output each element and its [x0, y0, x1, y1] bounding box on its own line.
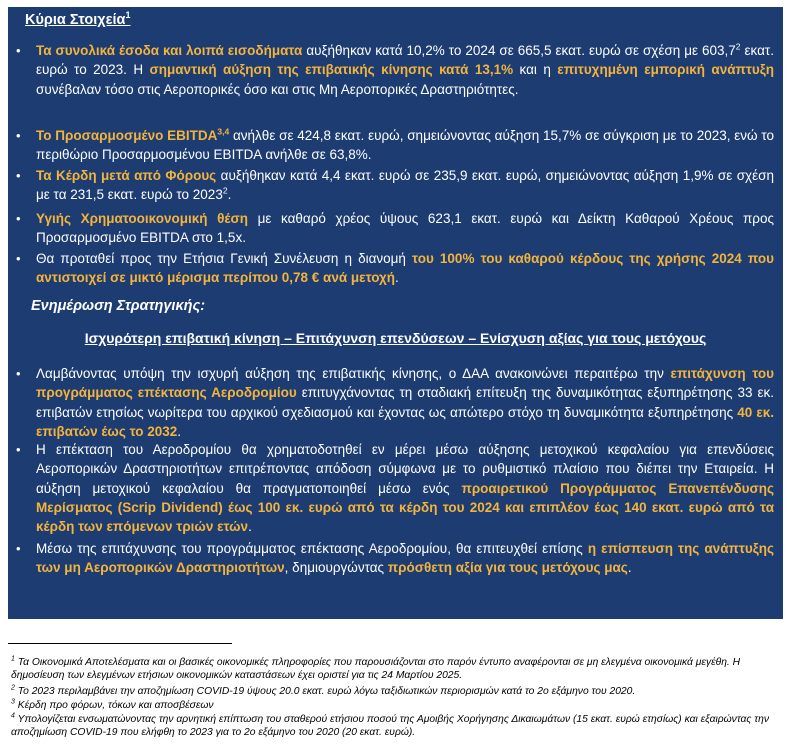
highlight-text: επιτυχημένη εμπορική ανάπτυξη [557, 62, 774, 78]
strategy-subheading: Ισχυρότερη επιβατική κίνηση – Επιτάχυνση επενδύσεων – Ενίσχυση αξίας για τους μετόχους [84, 330, 707, 346]
highlight-text: Το Προσαρμοσμένο EBITDA [36, 128, 218, 143]
body-text: Μέσω της επιτάχυνσης του προγράμματος επέκτασης Αεροδρομίου, θα επιτευχθεί επίσης [36, 541, 588, 556]
highlight-text: σημαντική αύξηση της επιβατικής κίνησης κατά 13,1% [149, 62, 514, 78]
footnote-number: 4 [11, 712, 15, 720]
footnote-1 [11, 656, 781, 683]
highlight-text: προαιρετικού Προγράμματος Επανεπένδυσης Μερίσματος (Scrip Dividend) έως 100 εκ. ευρώ από τα κέρδη του 2024 και επιπλέον έως 140 εκατ. ευρώ από τα κέρδη των επόμενων τριών ετών [36, 480, 774, 535]
footnote-4 [11, 713, 781, 740]
body-text: . [395, 270, 399, 286]
body-text: Η επέκταση του Αεροδρομίου θα χρηματοδοτηθεί εν μέρει μέσω αύξησης μετοχικού κεφαλαίου για επενδύσεις Αεροπορικών Δραστηριοτήτων επιτρέποντας απόδοση σύμφωνα με το ρυθμιστικό πλαίσιο που διέπει την Εταιρεία. Η αύξηση μετοχικού κεφαλαίου θα πραγματοποιηθεί μέσω ενός [36, 442, 774, 496]
body-text: . [177, 423, 182, 439]
highlight-text: 3,4 [217, 126, 230, 137]
body-text: . [227, 187, 232, 203]
body-text: με καθαρό χρέος ύψους 623,1 εκατ. ευρώ και Δείκτη Καθαρού Χρέους προς Προσαρμοσμένο EBITDA στο 1,5x. [36, 211, 774, 246]
body-text: Θα προταθεί προς την Ετήσια Γενική Συνέλευση η διανομή [36, 251, 413, 266]
body-text: συνέβαλαν τόσο στις Αεροπορικές όσο και στις Μη Αεροπορικές Δραστηριότητες. [36, 81, 519, 97]
bullet-glyph: • [16, 251, 21, 266]
body-text: εκατ. ευρώ το 2023. Η [36, 43, 774, 78]
highlight-text: η επίσπευση της ανάπτυξης των μη Αεροπορικών Δραστηριοτήτων [36, 541, 774, 576]
footnote-text: Υπολογίζεται ενσωματώνοντας την αρνητική επίπτωση του σταθερού ετήσιου ποσού της Αμοιβής Χορήγησης Δικαιωμάτων (15 εκατ. ευρώ ετησίως) και εξαιρώντας την αποζημίωση COVID-19 που ελήφθη το 2023 για το 2ο εξάμηνο του 2020 (20 εκατ. ευρώ). [11, 714, 769, 739]
body-text: και η [513, 62, 558, 78]
footnote-text: Τα Οικονομικά Αποτελέσματα και οι βασικές οικονομικές πληροφορίες που παρουσιάζονται στο παρόν έντυπο αναφέρονται σε μη ελεγμένα οικονομικά μεγέθη. Η δημοσίευση των ελεγμένων ετήσιων οικονομικών καταστάσεων έχει οριστεί για τις 24 Μαρτίου 2025. [11, 657, 741, 682]
highlight-text: επιτάχυνση του προγράμματος επέκτασης Αεροδρομίου [36, 366, 774, 401]
bullet-glyph: • [16, 43, 21, 58]
strategy-heading: Ενημέρωση Στρατηγικής: [31, 298, 206, 314]
footnote-text: Κέρδη προ φόρων, τόκων και αποσβέσεων [14, 700, 214, 711]
footnote-number: 1 [11, 655, 15, 663]
key-point-dividend [16, 249, 774, 288]
highlight-text: Τα συνολικά έσοδα και λοιπά εισοδήματα [36, 43, 303, 58]
highlight-text: Τα Κέρδη μετά από Φόρους [36, 168, 217, 183]
strategy-point-value [16, 539, 774, 578]
body-text: αυξήθηκαν κατά 10,2% το 2024 σε 665,5 εκατ. ευρώ σε σχέση με 603,7 [302, 43, 736, 58]
highlight-text: Υγιής Χρηματοοικονομική θέση [36, 211, 248, 226]
section-title: Κύρια Στοιχεία$^1$ [25, 10, 131, 28]
highlight-text: πρόσθετη αξία για τους μετόχους μας [387, 560, 628, 576]
key-point-profit [16, 166, 774, 205]
highlight-text: 40 εκ. επιβατών έως το 2032 [36, 404, 774, 439]
strategy-point-acceleration [16, 364, 774, 441]
footnote-text: Το 2023 περιλαμβάνει την αποζημίωση COVID-19 ύψους 20.0 εκατ. ευρώ λόγω ταξιδιωτικών περιορισμών κατά το 2ο εξάμηνο του 2020. [14, 686, 636, 697]
bullet-glyph: • [16, 366, 21, 381]
highlight-text: του 100% του καθαρού κέρδους της χρήσης 2024 που αντιστοιχεί σε μικτό μέρισμα περίπου 0,78 € ανά μετοχή [36, 251, 774, 286]
body-text: Λαμβάνοντας υπόψη την ισχυρή αύξηση της επιβατικής κίνησης, ο ΔΑΑ ανακοινώνει περαιτέρω την [36, 366, 671, 381]
body-text: επιτυγχάνοντας τη σταδιακή επίτευξη της δυναμικότητας εξυπηρέτησης 33 εκ. επιβατών ετησίως νωρίτερα του αρχικού σχεδιασμού και έχοντας ως απώτερο στόχο τη δυναμικότητα εξυπηρέτησης [36, 385, 774, 420]
key-point-financial-position [16, 209, 774, 248]
key-point-revenue [16, 41, 774, 99]
bullet-glyph: • [16, 211, 21, 226]
body-text: . [248, 519, 252, 535]
footnote-number: 3 [11, 698, 15, 706]
body-text: . [627, 560, 632, 576]
bullet-glyph: • [16, 541, 21, 556]
strategy-point-financing [16, 440, 774, 536]
body-text: 2 [735, 41, 741, 52]
bullet-glyph: • [16, 128, 21, 143]
body-text: ανήλθε σε 424,8 εκατ. ευρώ, σημειώνοντας αύξηση 15,7% σε σύγκριση με το 2023, ενώ το περιθώριο Προσαρμοσμένου EBITDA ανήλθε σε 63,8%. [36, 128, 774, 163]
bullet-glyph: • [16, 442, 21, 457]
body-text: αυξήθηκαν κατά 4,4 εκατ. ευρώ σε 235,9 εκατ. ευρώ, σημειώνοντας αύξηση 1,9% σε σχέση με τα 231,5 εκατ. ευρώ το 2023 [36, 168, 774, 203]
bullet-glyph: • [16, 168, 21, 183]
footnote-number: 2 [11, 684, 15, 692]
body-text: 2 [222, 185, 228, 196]
footnote-2 [11, 685, 781, 698]
footnote-3 [11, 699, 781, 712]
body-text: , δημιουργώντας [284, 560, 388, 576]
footnote-separator [8, 643, 232, 644]
key-point-ebitda [16, 126, 774, 165]
